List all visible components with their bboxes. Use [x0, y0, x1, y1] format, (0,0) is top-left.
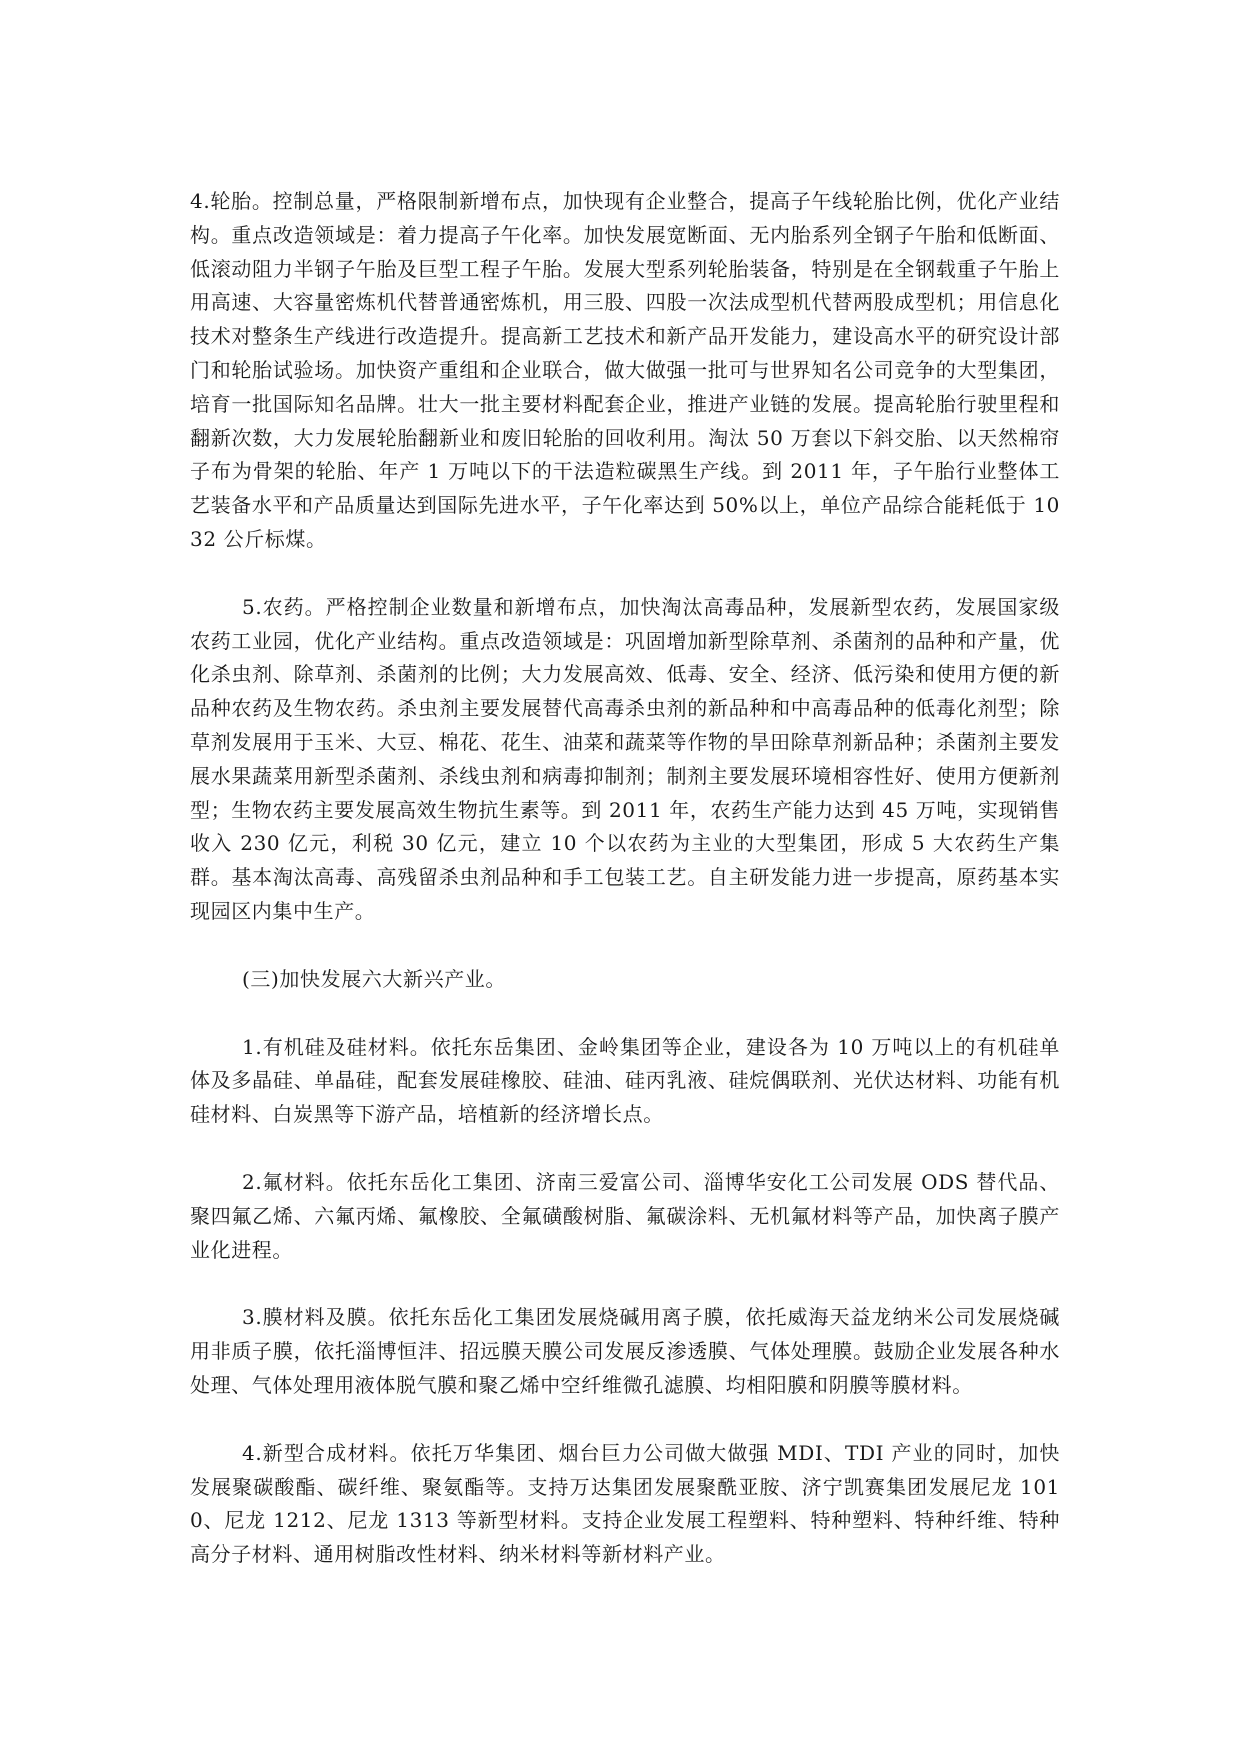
paragraph-membrane: 3.膜材料及膜。依托东岳化工集团发展烧碱用离子膜，依托威海天益龙纳米公司发展烧碱用非质子膜，依托淄博恒沣、招远膜天膜公司发展反渗透膜、气体处理膜。鼓励企业发展各种水处理、气体处理用液体脱气膜和聚乙烯中空纤维微孔滤膜、均相阳膜和阴膜等膜材料。	[190, 1305, 1060, 1397]
section-heading: (三)加快发展六大新兴产业。	[242, 966, 507, 991]
paragraph-fluorine: 2.氟材料。依托东岳化工集团、济南三爱富公司、淄博华安化工公司发展 ODS 替代品、聚四氟乙烯、六氟丙烯、氟橡胶、全氟磺酸树脂、氟碳涂料、无机氟材料等产品，加快离子膜产业化进程。	[190, 1169, 1060, 1262]
paragraph-synthetic-materials: 4.新型合成材料。依托万华集团、烟台巨力公司做大做强 MDI、TDI 产业的同时，加快发展聚碳酸酯、碳纤维、聚氨酯等。支持万达集团发展聚酰亚胺、济宁凯赛集团发展尼龙 1010、尼龙 1212、尼龙 1313 等新型材料。支持企业发展工程塑料、特种塑料、特种纤维、特种高分子材料、通用树脂改性材料、纳米材料等新材料产业。	[190, 1440, 1060, 1567]
paragraph-silicone: 1.有机硅及硅材料。依托东岳集团、金岭集团等企业，建设各为 10 万吨以上的有机硅单体及多晶硅、单晶硅，配套发展硅橡胶、硅油、硅丙乳液、硅烷偶联剂、光伏达材料、功能有机硅材料、白炭黑等下游产品，培植新的经济增长点。	[190, 1034, 1060, 1127]
paragraph-pesticides: 5.农药。严格控制企业数量和新增布点，加快淘汰高毒品种，发展新型农药，发展国家级农药工业园，优化产业结构。重点改造领域是：巩固增加新型除草剂、杀菌剂的品种和产量，优化杀虫剂、除草剂、杀菌剂的比例；大力发展高效、低毒、安全、经济、低污染和使用方便的新品种农药及生物农药。杀虫剂主要发展替代高毒杀虫剂的新品种和中高毒品种的低毒化剂型；除草剂发展用于玉米、大豆、棉花、花生、油菜和蔬菜等作物的旱田除草剂新品种；杀菌剂主要发展水果蔬菜用新型杀菌剂、杀线虫剂和病毒抑制剂；制剂主要发展环境相容性好、使用方便新剂型；生物农药主要发展高效生物抗生素等。到 2011 年，农药生产能力达到 45 万吨，实现销售收入 230 亿元，利税 30 亿元，建立 10 个以农药为主业的大型集团，形成 5 大农药生产集群。基本淘汰高毒、高残留杀虫剂品种和手工包装工艺。自主研发能力进一步提高，原药基本实现园区内集中生产。	[190, 594, 1060, 923]
document-body	[190, 185, 1060, 1606]
paragraph-tires: 4.轮胎。控制总量，严格限制新增布点，加快现有企业整合，提高子午线轮胎比例，优化产业结构。重点改造领域是：着力提高子午化率。加快发展宽断面、无内胎系列全钢子午胎和低断面、低滚动阻力半钢子午胎及巨型工程子午胎。发展大型系列轮胎装备，特别是在全钢载重子午胎上用高速、大容量密炼机代替普通密炼机，用三股、四股一次法成型机代替两股成型机；用信息化技术对整条生产线进行改造提升。提高新工艺技术和新产品开发能力，建设高水平的研究设计部门和轮胎试验场。加快资产重组和企业联合，做大做强一批可与世界知名公司竞争的大型集团，培育一批国际知名品牌。壮大一批主要材料配套企业，推进产业链的发展。提高轮胎行驶里程和翻新次数，大力发展轮胎翻新业和废旧轮胎的回收利用。淘汰 50 万套以下斜交胎、以天然棉帘子布为骨架的轮胎、年产 1 万吨以下的干法造粒碳黑生产线。到 2011 年，子午胎行业整体工艺装备水平和产品质量达到国际先进水平，子午化率达到 50%以上，单位产品综合能耗低于 1032 公斤标煤。	[190, 189, 1060, 551]
